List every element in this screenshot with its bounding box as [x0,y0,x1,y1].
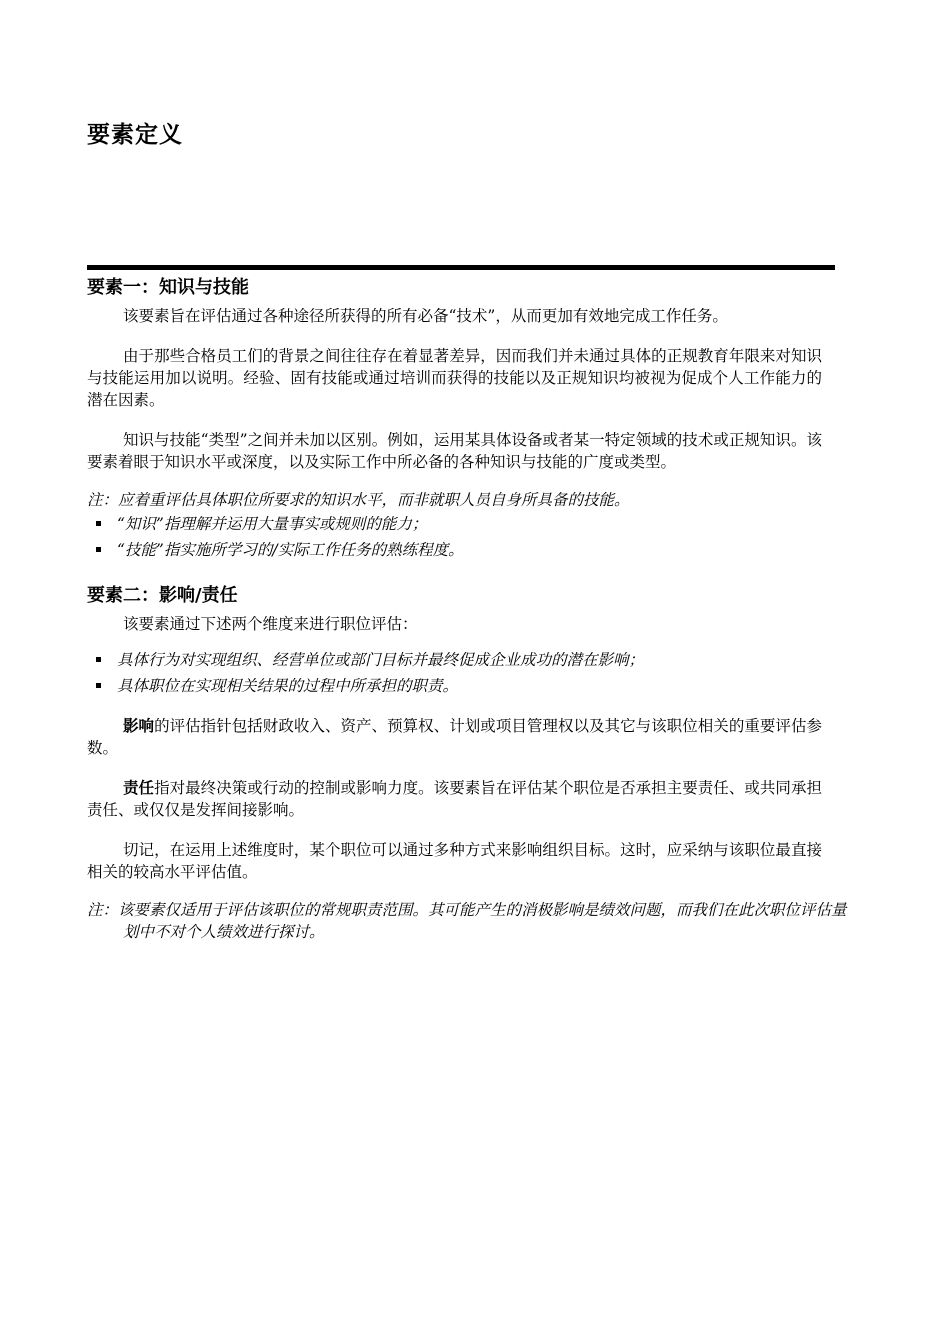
section-heading-impact-responsibility: 要素二：影响/责任 [87,585,238,606]
knowledge-background-paragraph: 由于那些合格员工们的背景之间往往存在着显著差异，因而我们并未通过具体的正规教育年限来对知识与技能运用加以说明。经验、固有技能或通过培训而获得的技能以及正规知识均被视为促成个人工作能力的潜在因素。 [87,347,822,409]
knowledge-note: 注：应着重评估具体职位所要求的知识水平，而非就职人员自身所具备的技能。 [87,491,630,509]
bullet-icon [96,547,101,552]
caution-paragraph: 切记，在运用上述维度时，某个职位可以通过多种方式来影响组织目标。这时，应采纳与该职位最直接相关的较高水平评估值。 [87,841,822,881]
list-item [87,647,847,673]
responsibility-definition-text: 指对最终决策或行动的控制或影响力度。该要素旨在评估某个职位是否承担主要责任、或共同承担责任、或仅仅是发挥间接影响。 [87,779,822,819]
impact-definition-paragraph [87,715,822,759]
list-item [87,673,847,699]
knowledge-types-paragraph: 知识与技能“类型”之间并未加以区别。例如，运用某具体设备或者某一特定领域的技术或正规知识。该要素着眼于知识水平或深度，以及实际工作中所必备的各种知识与技能的广度或类型。 [87,431,822,471]
knowledge-intro-paragraph: 该要素旨在评估通过各种途径所获得的所有必备“技术”，从而更加有效地完成工作任务。 [123,307,728,325]
section-divider [87,265,835,270]
impact-dimensions-list [87,647,847,699]
bullet-icon [96,657,101,662]
bullet-icon [96,683,101,688]
list-item-text: 具体行为对实现组织、经营单位或部门目标并最终促成企业成功的潜在影响； [117,651,645,669]
document-body [87,275,847,943]
impact-intro-paragraph: 该要素通过下述两个维度来进行职位评估： [123,615,418,633]
section-heading-knowledge-skills: 要素一：知识与技能 [87,277,249,298]
impact-definition-text: 的评估指针包括财政收入、资产、预算权、计划或项目管理权以及其它与该职位相关的重要评估参数。 [87,717,822,757]
knowledge-definitions-list [87,511,847,563]
document-title: 要素定义 [87,122,183,148]
impact-term: 影响 [123,717,155,735]
list-item-text: 具体职位在实现相关结果的过程中所承担的职责。 [117,677,459,695]
list-item [87,537,847,563]
list-item-text: “技能”指实施所学习的/实际工作任务的熟练程度。 [117,541,464,559]
responsibility-definition-paragraph [87,777,822,821]
impact-note: 注：该要素仅适用于评估该职位的常规职责范围。其可能产生的消极影响是绩效问题，而我们在此次职位评估量划中不对个人绩效进行探讨。 [87,901,847,941]
bullet-icon [96,521,101,526]
responsibility-term: 责任 [123,779,155,797]
list-item-text: “知识”指理解并运用大量事实或规则的能力； [117,515,428,533]
list-item [87,511,847,537]
